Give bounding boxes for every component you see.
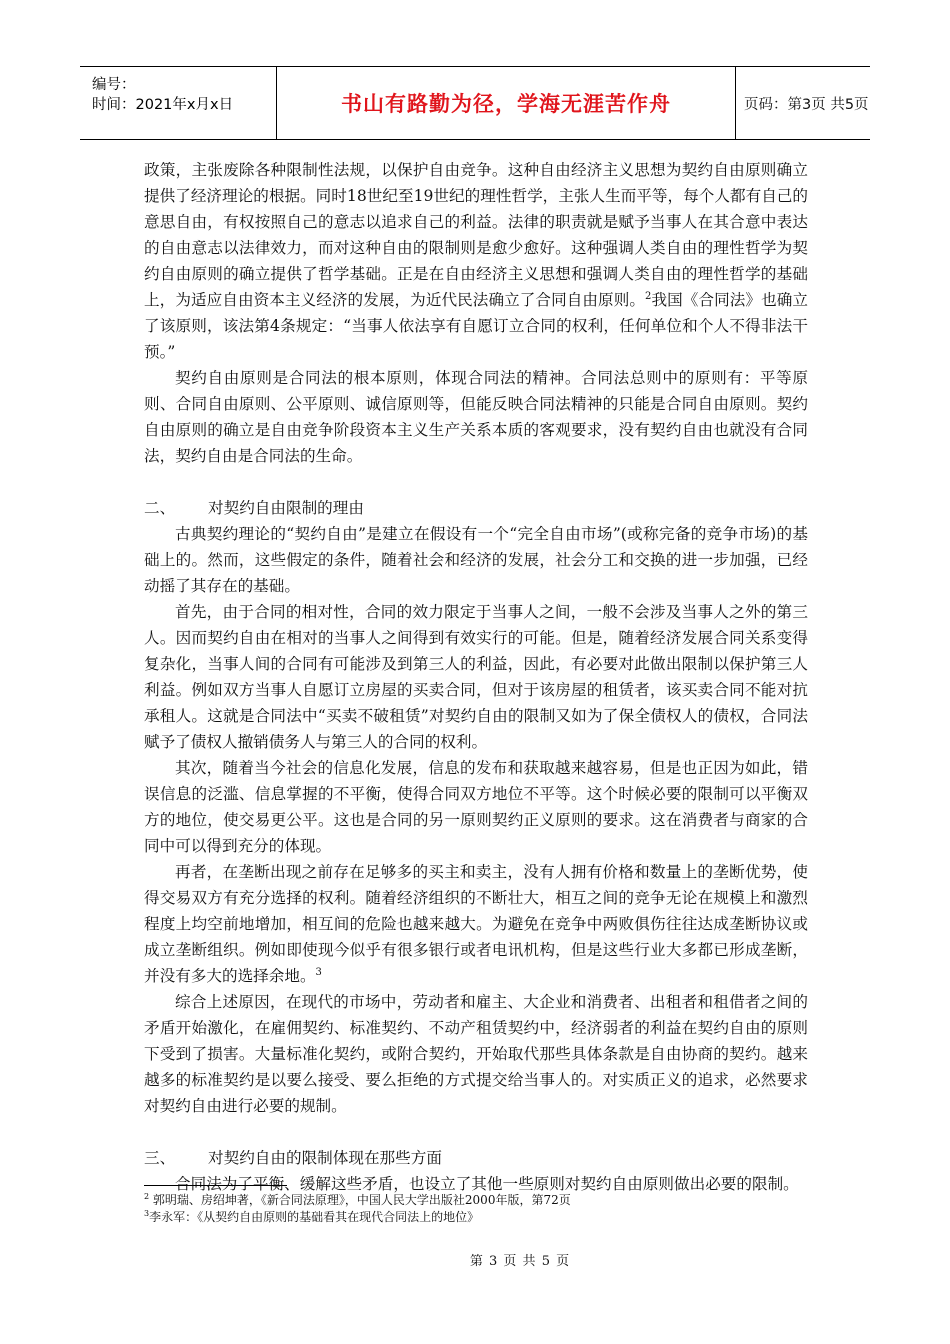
paragraph-5: 其次，随着当今社会的信息化发展，信息的发布和获取越来越容易，但是也正因为如此，错误信息的泛滥、信息掌握的不平衡，使得合同双方地位不平等。这个时候必要的限制可以平衡双方的地位，使交易更公平。这也是合同的另一原则契约正义原则的要求。这在消费者与商家的合同中可以得到充分的体现。: [144, 759, 808, 855]
header-page-cell: [734, 67, 870, 139]
section-title-2: 对契约自由限制的理由: [208, 499, 364, 517]
header-info-cell: [80, 67, 276, 139]
paragraph-6: [144, 859, 808, 989]
footnote-divider: [144, 1185, 287, 1186]
paragraph-6-text: 再者，在垄断出现之前存在足够多的买主和卖主，没有人拥有价格和数量上的垄断优势，使得交易双方有充分选择的权利。随着经济组织的不断壮大，相互之间的竞争无论在规模上和激烈程度上均空前地增加，相互间的危险也越来越大。为避免在竞争中两败俱伤往往达成垄断协议或成立垄断组织。例如即使现今似乎有很多银行或者电讯机构，但是这些行业大多都已形成垄断，并没有多大的选择余地。: [144, 863, 808, 985]
document-number-label: 编号：: [92, 77, 136, 93]
paragraph-1-tail: 我国《合同法》也确立了该原则，该法第4条规定：“当事人依法享有自愿订立合同的权利，任何单位和个人不得非法干预。”: [144, 291, 808, 361]
paragraph-1-text: 政策，主张废除各种限制性法规，以保护自由竞争。这种自由经济主义思想为契约自由原则确立提供了经济理论的根据。同时18世纪至19世纪的理性哲学，主张人生而平等，每个人都有自己的意思自由，有权按照自己的意志以追求自己的利益。法律的职责就是赋予当事人在其合意中表达的自由意志以法律效力，而对这种自由的限制则是愈少愈好。这种强调人类自由的理性哲学为契约自由原则的确立提供了哲学基础。正是在自由经济主义思想和强调人类自由的理性哲学的基础上，为适应自由资本主义经济的发展，为近代民法确立了合同自由原则。: [144, 161, 808, 309]
footnotes: [144, 1192, 808, 1226]
paragraph-7: 综合上述原因，在现代的市场中，劳动者和雇主、大企业和消费者、出租者和租借者之间的矛盾开始激化，在雇佣契约、标准契约、不动产租赁契约中，经济弱者的利益在契约自由的原则下受到了损害。大量标准化契约，或附合契约，开始取代那些具体条款是自由协商的契约。越来越多的标准契约是以要么接受、要么拒绝的方式提交给当事人的。对实质正义的追求，必然要求对契约自由进行必要的规制。: [144, 993, 808, 1115]
paragraph-2: 契约自由原则是合同法的根本原则，体现合同法的精神。合同法总则中的原则有：平等原则、合同自由原则、公平原则、诚信原则等，但能反映合同法精神的只能是合同自由原则。契约自由原则的确立是自由竞争阶段资本主义生产关系本质的客观要求，没有契约自由也就没有合同法，契约自由是合同法的生命。: [144, 369, 808, 465]
footer-page-number: 第 3 页 共 5 页: [469, 1254, 571, 1269]
spacer: [144, 469, 808, 495]
footnote-3: [144, 1209, 808, 1226]
section-title-3: 对契约自由的限制体现在那些方面: [208, 1149, 442, 1167]
paragraph-4: 首先，由于合同的相对性，合同的效力限定于当事人之间，一般不会涉及当事人之外的第三人。因而契约自由在相对的当事人之间得到有效实行的可能。但是，随着经济发展合同关系变得复杂化，当事人间的合同有可能涉及到第三人的利益，因此，有必要对此做出限制以保护第三人利益。例如双方当事人自愿订立房屋的买卖合同，但对于该房屋的租赁者，该买卖合同不能对抗承租人。这就是合同法中“买卖不破租赁”对契约自由的限制又如为了保全债权人的债权，合同法赋予了债权人撤销债务人与第三人的合同的权利。: [144, 603, 808, 751]
footnote-3-mark: 3: [144, 1209, 150, 1218]
footnote-ref-2: 2: [645, 290, 652, 302]
section-number-2: 二、: [144, 499, 176, 517]
header-motto-cell: [276, 67, 736, 139]
header-page-number: 页码：第3页 共5页: [744, 96, 869, 113]
document-body: [144, 157, 808, 1197]
header-motto: 书山有路勤为径，学海无涯苦作舟: [341, 92, 671, 116]
footnote-ref-3: 3: [315, 966, 322, 978]
footnote-2-text: 郭明瑞、房绍坤著，《新合同法原理》，中国人民大学出版社2000年版，第72页: [149, 1193, 571, 1207]
section-heading-3: [144, 1145, 808, 1171]
footnote-2: [144, 1192, 808, 1209]
footnote-3-text: 李永军：《从契约自由原则的基础看其在现代合同法上的地位》: [149, 1210, 480, 1224]
document-date-label: 时间：2021年x月x日: [92, 97, 234, 113]
paragraph-3: 古典契约理论的“契约自由”是建立在假设有一个“完全自由市场”(或称完备的竞争市场)的基础上的。然而，这些假定的条件，随着社会和经济的发展，社会分工和交换的进一步加强，已经动摇了其存在的基础。: [144, 525, 808, 595]
section-number-3: 三、: [144, 1149, 176, 1167]
footnote-2-mark: 2: [144, 1192, 150, 1201]
page-header: [80, 66, 870, 140]
spacer: [144, 1119, 808, 1145]
paragraph-1: [144, 157, 808, 365]
paragraph-8: 合同法为了平衡、缓解这些矛盾，也设立了其他一些原则对契约自由原则做出必要的限制。: [175, 1175, 799, 1193]
section-heading-2: [144, 495, 808, 521]
page-footer: [0, 1250, 950, 1269]
